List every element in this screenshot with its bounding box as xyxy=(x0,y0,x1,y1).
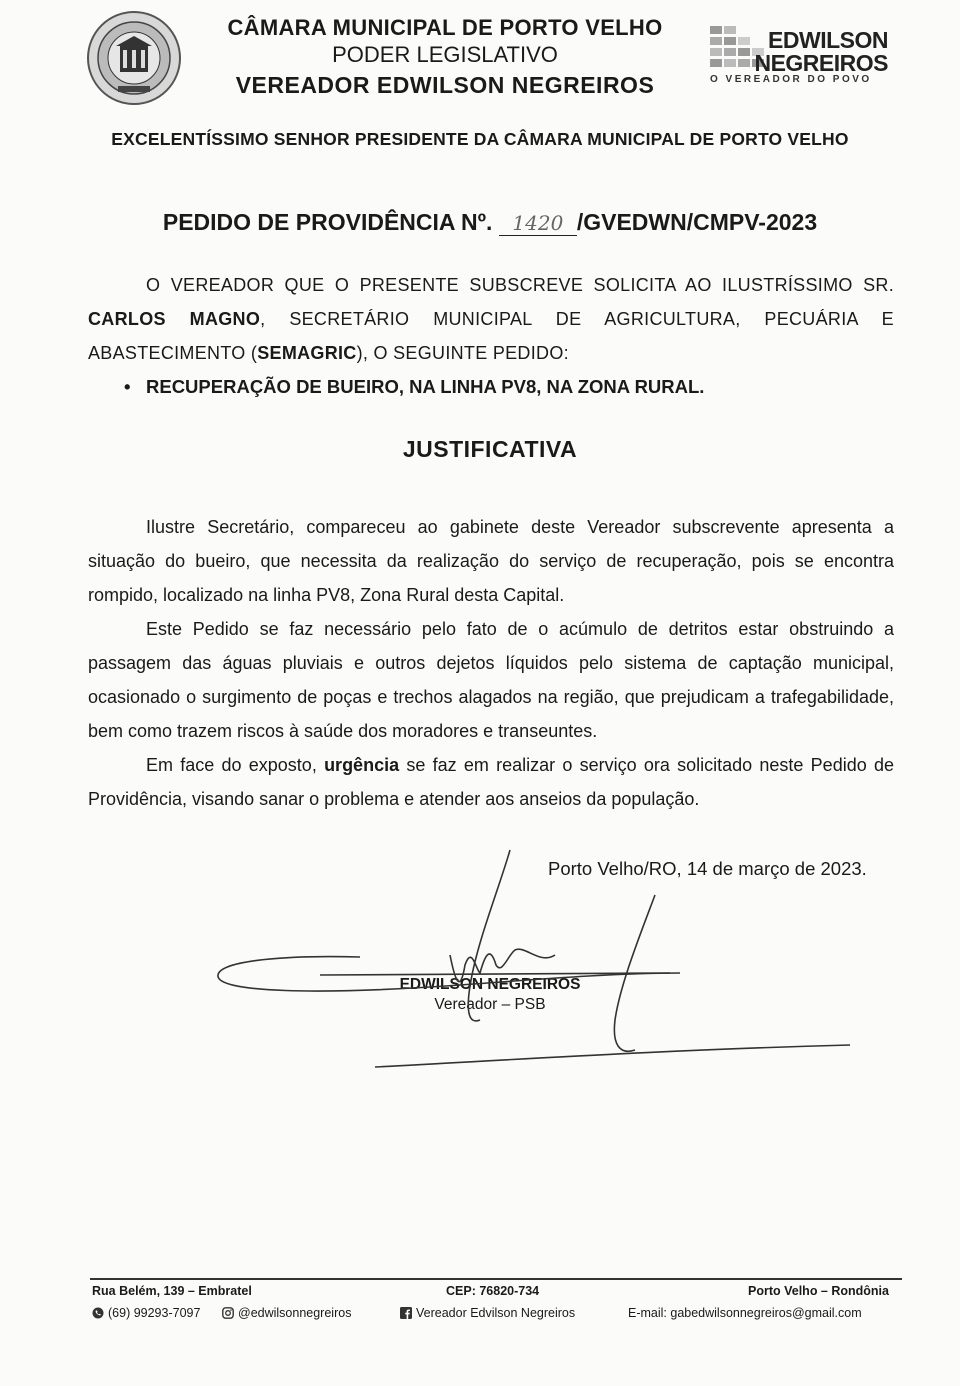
header-chamber-name: CÂMARA MUNICIPAL DE PORTO VELHO xyxy=(227,15,663,40)
intro-text-3: ), O SEGUINTE PEDIDO: xyxy=(356,343,569,363)
secretary-name: CARLOS MAGNO xyxy=(88,309,261,329)
p3-text-c: se faz em realizar o serviço ora solicitado neste Pedido de Providência, visando sanar o problema e atender aos anseios da população. xyxy=(88,755,894,809)
secretariat-acronym: SEMAGRIC xyxy=(257,343,357,363)
justification-heading: JUSTIFICATIVA xyxy=(402,436,578,462)
whatsapp-icon xyxy=(92,1307,104,1319)
footer-email: E-mail: gabedwilsonnegreiros@gmail.com xyxy=(628,1306,862,1320)
addressee-line: EXCELENTÍSSIMO SENHOR PRESIDENTE DA CÂMARA MUNICIPAL DE PORTO VELHO xyxy=(111,129,849,149)
footer-instagram xyxy=(222,1306,351,1320)
chamber-seal-logo xyxy=(86,10,182,106)
body-paragraph-2: Este Pedido se faz necessário pelo fato de o acúmulo de detritos estar obstruindo a passagem das águas pluviais e outros dejetos líquidos pelo sistema de captação municipal, ocasionado o surgimento de poças e trechos alagados na região, que prejudicam a trafegabilidade, bem como trazem riscos à saúde dos moradores e transeuntes. xyxy=(88,619,894,741)
header-councilman-name: VEREADOR EDWILSON NEGREIROS xyxy=(235,72,655,98)
urgency-word: urgência xyxy=(324,755,400,775)
logo-tagline: O VEREADOR DO POVO xyxy=(710,74,872,85)
document-title xyxy=(0,209,960,236)
footer-phone xyxy=(92,1306,200,1320)
handwritten-request-number: 1420 xyxy=(499,211,577,236)
intro-paragraph xyxy=(88,268,894,370)
footer-address: Rua Belém, 139 – Embratel xyxy=(92,1284,252,1298)
body-paragraph-3 xyxy=(88,748,894,816)
header-legislative-power: PODER LEGISLATIVO xyxy=(332,42,558,67)
councilman-logo xyxy=(706,24,896,94)
signatory-name: EDWILSON NEGREIROS xyxy=(399,976,581,993)
logo-name-first: EDWILSON xyxy=(768,27,888,53)
p3-text-a: Em face do exposto, xyxy=(146,755,325,775)
justification-body xyxy=(88,510,894,816)
footer-facebook xyxy=(400,1306,575,1320)
handwritten-signature xyxy=(210,845,870,1080)
footer-cep: CEP: 76820-734 xyxy=(446,1284,540,1298)
request-bullet-item: • RECUPERAÇÃO DE BUEIRO, NA LINHA PV8, NA ZONA RURAL. xyxy=(146,376,704,398)
instagram-icon xyxy=(222,1307,234,1319)
facebook-page: Vereador Edvilson Negreiros xyxy=(416,1306,576,1320)
facebook-icon xyxy=(400,1307,412,1319)
intro-text-1: O VEREADOR QUE O PRESENTE SUBSCREVE SOLICITA AO ILUSTRÍSSIMO SR. xyxy=(146,275,894,295)
footer-divider xyxy=(90,1278,902,1280)
signatory-role: Vereador – PSB xyxy=(434,996,546,1013)
logo-name-last: NEGREIROS xyxy=(754,50,888,76)
title-suffix: /GVEDWN/CMPV-2023 xyxy=(576,209,818,235)
phone-number: (69) 99293-7097 xyxy=(108,1306,201,1320)
body-paragraph-1: Ilustre Secretário, compareceu ao gabinete deste Vereador subscrevente apresenta a situação do bueiro, que necessita da realização do serviço de recuperação, pois se encontra rompido, localizado na linha PV8, Zona Rural desta Capital. xyxy=(88,517,894,605)
intro-text-2: , SECRETÁRIO MUNICIPAL DE AGRICULTURA, PECUÁRIA E ABASTECIMENTO ( xyxy=(88,309,894,363)
place-and-date: Porto Velho/RO, 14 de março de 2023. xyxy=(548,858,867,879)
title-prefix: PEDIDO DE PROVIDÊNCIA Nº. xyxy=(162,209,493,235)
instagram-handle: @edwilsonnegreiros xyxy=(238,1306,352,1320)
footer-city: Porto Velho – Rondônia xyxy=(748,1284,889,1298)
